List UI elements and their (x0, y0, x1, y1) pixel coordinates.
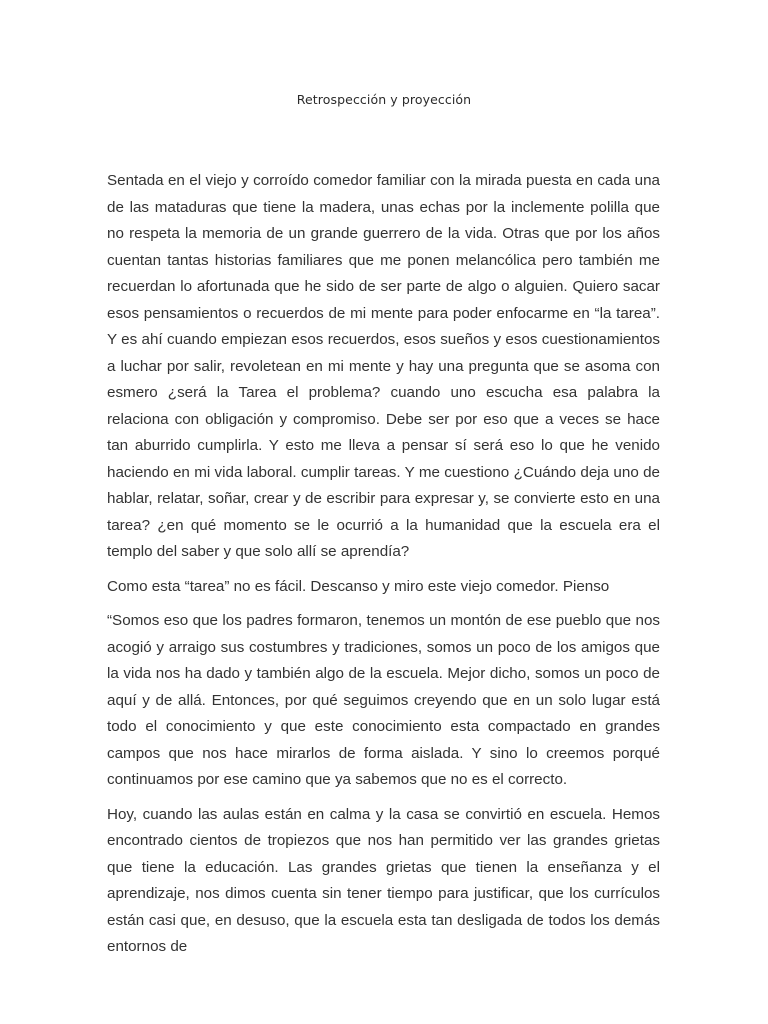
paragraph-2: Como esta “tarea” no es fácil. Descanso y miro este viejo comedor. Pienso (107, 577, 610, 595)
paragraph-1: Sentada en el viejo y corroído comedor familiar con la mirada puesta en cada una de las mataduras que tiene la madera, unas echas por la inclemente polilla que no respeta la memoria de un grande guerrero de la vida. Otras que por los años cuentan tantas historias familiares que me ponen melancólica pero también me recuerdan lo afortunada que he sido de ser parte de algo o alguien. Quiero sacar esos pensamientos o recuerdos de mi mente para poder enfocarme en “la tarea”. Y es ahí cuando empiezan esos recuerdos, esos sueños y esos cuestionamientos a luchar por salir, revoletean en mi mente y hay una pregunta que se asoma con esmero ¿será la Tarea el problema? cuando uno escucha esa palabra la relaciona con obligación y compromiso. Debe ser por eso que a veces se hace tan aburrido cumplirla. Y esto me lleva a pensar sí será eso lo que he venido haciendo en mi vida laboral. cumplir tareas. Y me cuestiono ¿Cuándo deja uno de hablar, relatar, soñar, crear y de escribir para expresar y, se convierte esto en una tarea? ¿en qué momento se le ocurrió a la humanidad que la escuela era el templo del saber y que solo allí se aprendía? (107, 172, 660, 560)
document-body (107, 168, 660, 969)
paragraph-4: Hoy, cuando las aulas están en calma y la casa se convirtió en escuela. Hemos encontrado cientos de tropiezos que nos han permitido ver las grandes grietas que tiene la educación. Las grandes grietas que tienen la enseñanza y el aprendizaje, nos dimos cuenta sin tener tiempo para justificar, que los currículos están casi que, en desuso, que la escuela esta tan desligada de todos los demás entornos de (107, 805, 660, 955)
document-title: Retrospección y proyección (296, 92, 472, 107)
paragraph-3: “Somos eso que los padres formaron, tenemos un montón de ese pueblo que nos acogió y arraigo sus costumbres y tradiciones, somos un poco de los amigos que la vida nos ha dado y también algo de la escuela. Mejor dicho, somos un poco de aquí y de allá. Entonces, por qué seguimos creyendo que en un solo lugar está todo el conocimiento y que este conocimiento esta compactado en grandes campos que nos hace mirarlos de forma aislada. Y sino lo creemos porqué continuamos por ese camino que ya sabemos que no es el correcto. (107, 612, 660, 788)
